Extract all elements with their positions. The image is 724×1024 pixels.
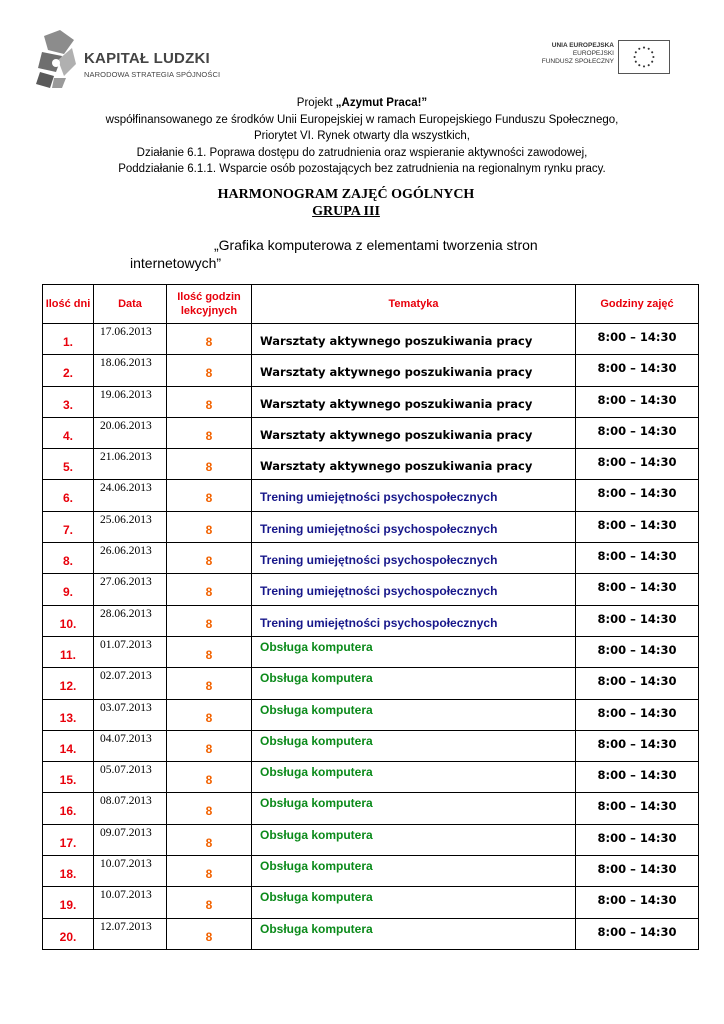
row-time: 8:00 – 14:30 [597,392,677,407]
course-name-line-2: internetowych” [130,255,222,271]
row-hours: 8 [205,585,213,600]
row-time: 8:00 – 14:30 [597,799,677,814]
row-topic: Obsługa komputera [260,671,373,686]
row-topic-cell [252,918,576,949]
table-row [43,511,699,542]
row-number: 10. [59,616,77,631]
row-date-cell [94,417,167,448]
row-hours: 8 [205,867,213,882]
header-time: Godziny zajęć [576,285,699,324]
row-number-cell [43,887,94,918]
row-number-cell [43,918,94,949]
project-intro [40,95,684,178]
row-hours: 8 [205,397,213,412]
row-topic: Obsługa komputera [260,921,373,936]
table-row [43,699,699,730]
row-time: 8:00 – 14:30 [597,517,677,532]
row-topic-cell [252,449,576,480]
row-time: 8:00 – 14:30 [597,893,677,908]
row-number-cell [43,355,94,386]
row-time-cell [576,668,699,699]
header-topic: Tematyka [252,285,576,324]
row-hours-cell [167,730,252,761]
row-date-cell [94,824,167,855]
row-number: 9. [62,585,73,600]
row-hours-cell [167,355,252,386]
row-number: 16. [59,804,77,819]
row-time: 8:00 – 14:30 [597,423,677,438]
row-topic: Obsługa komputera [260,733,373,748]
row-number-cell [43,449,94,480]
table-row [43,762,699,793]
row-topic-cell [252,417,576,448]
row-time: 8:00 – 14:30 [597,705,677,720]
row-hours: 8 [205,428,213,443]
row-time: 8:00 – 14:30 [597,486,677,501]
row-number-cell [43,511,94,542]
row-date-cell [94,511,167,542]
row-number: 19. [59,898,77,913]
row-topic-cell [252,605,576,636]
row-time: 8:00 – 14:30 [597,768,677,783]
row-date-cell [94,636,167,667]
row-hours: 8 [205,898,213,913]
row-date-cell [94,856,167,887]
row-topic-cell [252,386,576,417]
row-number: 14. [59,741,77,756]
row-date: 18.06.2013 [100,357,152,370]
table-row [43,887,699,918]
row-hours-cell [167,324,252,355]
eu-fund-logo [538,36,698,80]
table-row [43,543,699,574]
row-date-cell [94,668,167,699]
row-hours-cell [167,824,252,855]
row-topic: Trening umiejętności psychospołecznych [260,615,498,630]
row-number: 3. [62,397,73,412]
row-hours: 8 [205,804,213,819]
row-hours-cell [167,793,252,824]
row-hours: 8 [205,679,213,694]
row-number-cell [43,386,94,417]
row-date-cell [94,730,167,761]
row-time-cell [576,355,699,386]
row-topic-cell [252,511,576,542]
row-time-cell [576,699,699,730]
row-date-cell [94,918,167,949]
row-date-cell [94,480,167,511]
row-hours-cell [167,543,252,574]
row-topic: Obsługa komputera [260,796,373,811]
row-topic: Trening umiejętności psychospołecznych [260,521,498,536]
row-date-cell [94,793,167,824]
row-number: 15. [59,773,77,788]
row-hours: 8 [205,773,213,788]
row-hours: 8 [205,491,213,506]
row-number: 1. [62,335,73,349]
row-topic-cell [252,324,576,355]
row-number: 6. [62,491,73,506]
row-number-cell [43,324,94,355]
row-topic: Obsługa komputera [260,765,373,780]
course-name-line-1: „Grafika komputerowa z elementami tworzenia stron [214,237,538,253]
row-date: 19.06.2013 [100,388,152,401]
row-topic: Trening umiejętności psychospołecznych [260,490,498,505]
course-name [130,236,600,272]
row-number: 12. [59,679,77,694]
project-prefix: Projekt [296,97,336,109]
row-date: 02.07.2013 [100,670,152,683]
row-date-cell [94,355,167,386]
row-number: 5. [62,460,73,475]
row-topic-cell [252,887,576,918]
row-time-cell [576,480,699,511]
row-time: 8:00 – 14:30 [597,580,677,595]
project-name: „Azymut Praca!” [335,97,428,109]
row-time-cell [576,730,699,761]
header-hours: Ilość godzin lekcyjnych [167,285,252,324]
row-time-cell [576,636,699,667]
row-time: 8:00 – 14:30 [597,830,677,845]
table-row [43,793,699,824]
table-row [43,668,699,699]
table-row [43,386,699,417]
row-hours: 8 [205,741,213,756]
row-topic-cell [252,668,576,699]
row-date: 21.06.2013 [100,451,152,464]
row-topic: Warsztaty aktywnego poszukiwania pracy [260,365,533,380]
schedule-title: HARMONOGRAM ZAJĘĆ OGÓLNYCH [217,187,475,202]
row-number: 18. [59,867,77,882]
intro-line-1: współfinansowanego ze środków Unii Europejskiej w ramach Europejskiego Funduszu Społecznego, [105,113,619,126]
row-date-cell [94,887,167,918]
row-topic: Obsługa komputera [260,827,373,842]
row-number: 17. [59,835,77,850]
row-topic: Warsztaty aktywnego poszukiwania pracy [260,396,533,411]
row-number: 7. [62,522,73,537]
row-date-cell [94,762,167,793]
intro-line-4: Poddziałanie 6.1.1. Wsparcie osób pozostających bez zatrudnienia na regionalnym rynku pracy. [118,163,606,175]
row-number-cell [43,636,94,667]
row-time-cell [576,918,699,949]
row-time: 8:00 – 14:30 [597,862,677,877]
row-date: 10.07.2013 [100,858,152,871]
row-date: 12.07.2013 [100,920,152,933]
row-time: 8:00 – 14:30 [597,674,677,689]
row-time: 8:00 – 14:30 [597,549,677,564]
row-date-cell [94,574,167,605]
row-number-cell [43,543,94,574]
row-time: 8:00 – 14:30 [597,924,677,939]
row-hours: 8 [205,710,213,725]
row-time-cell [576,449,699,480]
table-row [43,355,699,386]
table-row [43,918,699,949]
row-date: 04.07.2013 [100,732,152,745]
row-topic-cell [252,856,576,887]
header-date: Data [94,285,167,324]
row-number: 20. [59,929,77,944]
row-number-cell [43,856,94,887]
eu-flag-icon [618,40,670,74]
row-number-cell [43,699,94,730]
schedule-table [42,284,699,950]
row-date: 05.07.2013 [100,764,152,777]
row-number-cell [43,480,94,511]
row-hours: 8 [205,835,213,850]
row-topic-cell [252,636,576,667]
row-date: 09.07.2013 [100,826,152,839]
row-number: 8. [62,554,73,569]
row-number-cell [43,824,94,855]
row-number: 2. [62,366,73,381]
row-time: 8:00 – 14:30 [597,330,677,344]
project-line [40,95,684,112]
row-date: 03.07.2013 [100,701,152,714]
table-row [43,417,699,448]
row-number: 11. [59,647,77,662]
row-topic: Warsztaty aktywnego poszukiwania pracy [260,334,533,348]
row-topic: Obsługa komputera [260,702,373,717]
eu-fund-text [538,42,614,66]
row-time-cell [576,856,699,887]
table-row [43,324,699,355]
table-row [43,449,699,480]
row-time: 8:00 – 14:30 [597,361,677,376]
table-row [43,574,699,605]
row-hours-cell [167,511,252,542]
row-hours-cell [167,668,252,699]
row-hours-cell [167,699,252,730]
row-number: 4. [62,428,73,443]
table-row [43,605,699,636]
row-time-cell [576,824,699,855]
logo-left-subtitle: NARODOWA STRATEGIA SPÓJNOŚCI [84,70,221,79]
row-time-cell [576,417,699,448]
row-time: 8:00 – 14:30 [597,736,677,751]
row-time-cell [576,386,699,417]
row-time-cell [576,324,699,355]
schedule-body [43,324,699,950]
row-hours-cell [167,636,252,667]
eu-line-1: UNIA EUROPEJSKA [551,42,614,49]
row-hours: 8 [205,616,213,631]
row-hours: 8 [205,647,213,662]
row-time: 8:00 – 14:30 [597,611,677,626]
row-topic-cell [252,793,576,824]
row-time: 8:00 – 14:30 [597,455,677,470]
row-hours-cell [167,762,252,793]
row-topic-cell [252,762,576,793]
row-date: 27.06.2013 [100,576,152,589]
row-number-cell [43,574,94,605]
row-hours: 8 [205,460,213,475]
row-hours-cell [167,449,252,480]
row-hours-cell [167,386,252,417]
logo-left-title: KAPITAŁ LUDZKI [84,50,210,67]
table-row [43,824,699,855]
row-time-cell [576,511,699,542]
row-hours-cell [167,918,252,949]
row-date-cell [94,605,167,636]
row-hours-cell [167,887,252,918]
row-time-cell [576,574,699,605]
row-date: 20.06.2013 [100,419,152,432]
row-time-cell [576,762,699,793]
row-hours: 8 [205,929,213,944]
row-time-cell [576,887,699,918]
row-number: 13. [59,710,77,725]
row-time-cell [576,793,699,824]
row-date: 17.06.2013 [100,326,152,338]
row-hours-cell [167,574,252,605]
table-row [43,856,699,887]
row-date: 01.07.2013 [100,638,152,651]
intro-line-2: Priorytet VI. Rynek otwarty dla wszystkich, [253,130,470,142]
table-row [43,480,699,511]
row-number-cell [43,668,94,699]
row-number-cell [43,730,94,761]
row-date: 26.06.2013 [100,545,152,558]
row-topic-cell [252,699,576,730]
row-topic: Obsługa komputera [260,890,373,905]
eu-line-2: EUROPEJSKI [572,50,614,57]
row-date: 08.07.2013 [100,795,152,808]
row-hours-cell [167,856,252,887]
row-topic: Trening umiejętności psychospołecznych [260,584,498,599]
row-topic-cell [252,824,576,855]
row-date-cell [94,699,167,730]
row-hours: 8 [205,366,213,381]
row-hours-cell [167,605,252,636]
row-time-cell [576,543,699,574]
row-hours-cell [167,417,252,448]
row-topic-cell [252,543,576,574]
row-number-cell [43,762,94,793]
row-date: 28.06.2013 [100,607,152,620]
intro-line-3: Działanie 6.1. Poprawa dostępu do zatrudnienia oraz wspieranie aktywności zawodowej, [136,146,588,159]
row-date-cell [94,543,167,574]
row-time: 8:00 – 14:30 [597,642,677,657]
group-title: GRUPA III [312,204,380,219]
row-topic: Warsztaty aktywnego poszukiwania pracy [260,427,533,442]
row-date-cell [94,386,167,417]
row-topic: Obsługa komputera [260,639,373,654]
row-hours: 8 [205,335,213,349]
row-hours: 8 [205,554,213,569]
table-row [43,730,699,761]
row-topic-cell [252,355,576,386]
row-topic: Trening umiejętności psychospołecznych [260,553,498,568]
kapital-ludzki-emblem-icon [34,30,78,90]
header-no: Ilość dni [43,285,94,324]
row-number-cell [43,417,94,448]
kapital-ludzki-logo [34,30,234,90]
row-topic-cell [252,574,576,605]
row-topic: Warsztaty aktywnego poszukiwania pracy [260,459,533,474]
row-topic: Obsługa komputera [260,859,373,874]
row-time-cell [576,605,699,636]
row-topic-cell [252,730,576,761]
table-header-row [43,285,699,324]
row-date: 10.07.2013 [100,889,152,902]
table-row [43,636,699,667]
row-date: 25.06.2013 [100,513,152,526]
row-hours: 8 [205,522,213,537]
row-number-cell [43,793,94,824]
row-date-cell [94,449,167,480]
row-date: 24.06.2013 [100,482,152,495]
row-topic-cell [252,480,576,511]
eu-line-3: FUNDUSZ SPOŁECZNY [541,58,614,65]
row-date-cell [94,324,167,355]
row-hours-cell [167,480,252,511]
row-number-cell [43,605,94,636]
